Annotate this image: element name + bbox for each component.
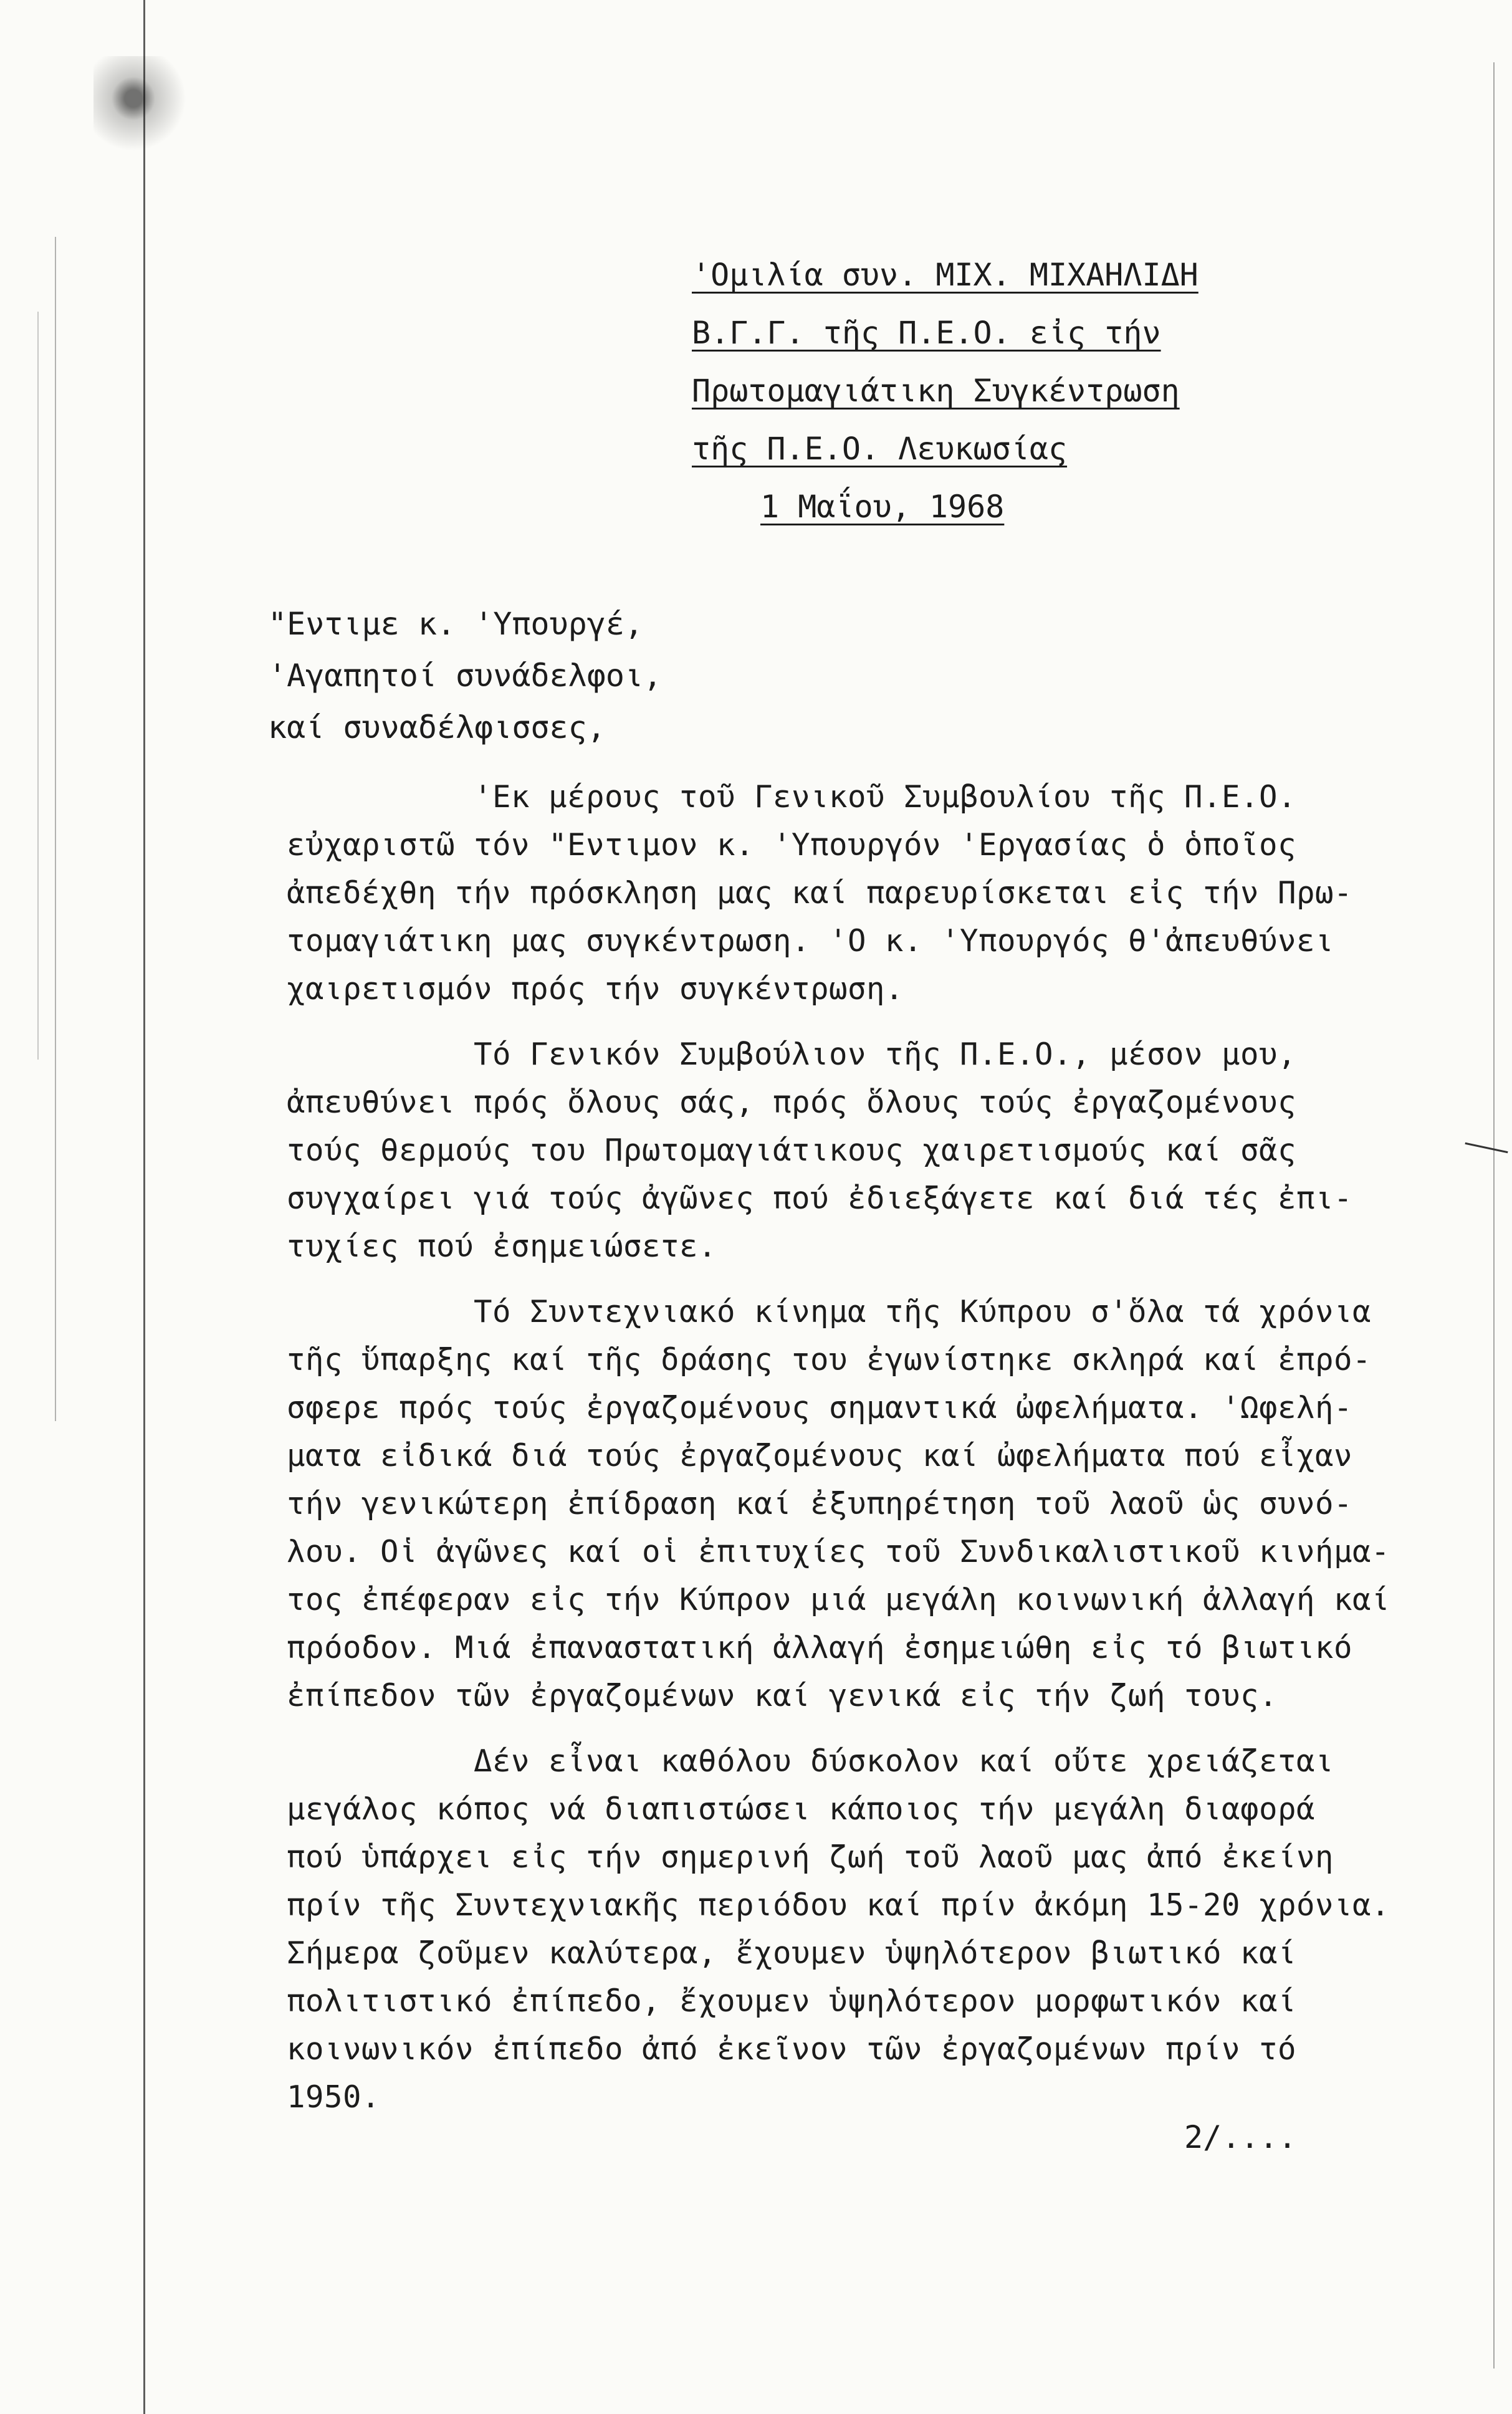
text-line: τος ἐπέφεραν εἰς τήν Κύπρον μιά μεγάλη κοινωνική ἀλλαγή καί	[287, 1582, 1390, 1617]
text-line: πολιτιστικό ἐπίπεδο, ἔχουμεν ὑψηλότερον μορφωτικόν καί	[287, 1983, 1297, 2019]
paragraph	[287, 1737, 1390, 2121]
text-line: πρόοδον. Μιά ἐπαναστατική ἀλλαγή ἐσημειώθη εἰς τό βιωτικό	[287, 1630, 1353, 1665]
page-number: 2/....	[1184, 2119, 1297, 2155]
document-heading	[692, 246, 1199, 536]
paragraph	[287, 773, 1365, 1013]
text-line: συγχαίρει γιά τούς ἀγῶνες πού ἐδιεξάγετε καί διά τές ἐπι-	[287, 1181, 1353, 1216]
text-line: πρίν τῆς Συντεχνιακῆς περιόδου καί πρίν ἀκόμη 15-20 χρόνια.	[287, 1887, 1390, 1923]
text-line: τῆς ὕπαρξης καί τῆς δράσης του ἐγωνίστηκε σκληρά καί ἐπρό-	[287, 1342, 1372, 1377]
text-line: λου. Οἱ ἀγῶνες καί οἱ ἐπιτυχίες τοῦ Συνδικαλιστικοῦ κινήμα-	[287, 1534, 1390, 1569]
speech-body	[287, 773, 1390, 2139]
text-line: τομαγιάτικη μας συγκέντρωση. 'Ο κ. 'Υπουργός θ'ἀπευθύνει	[287, 923, 1334, 959]
scan-blot	[93, 56, 193, 162]
text-line: τούς θερμούς του Πρωτομαγιάτικους χαιρετισμούς καί σᾶς	[287, 1133, 1297, 1168]
salutation-line: "Εντιμε κ. 'Υπουργέ,	[268, 606, 644, 642]
text-line: ἐπίπεδον τῶν ἐργαζομένων καί γενικά εἰς τήν ζωή τους.	[287, 1678, 1278, 1713]
heading-line: 'Ομιλία συν. ΜΙΧ. ΜΙΧΑΗΛΙΔΗ	[692, 257, 1199, 293]
salutation	[268, 598, 662, 754]
heading-date: 1 Μαΐου, 1968	[760, 489, 1005, 525]
text-line: χαιρετισμόν πρός τήν συγκέντρωση.	[287, 971, 904, 1007]
text-line: Δέν εἶναι καθόλου δύσκολον καί οὔτε χρειάζεται	[474, 1743, 1334, 1779]
text-line: ἀπεδέχθη τήν πρόσκληση μας καί παρευρίσκεται εἰς τήν Πρω-	[287, 875, 1353, 911]
text-line: τήν γενικώτερη ἐπίδραση καί ἐξυπηρέτηση τοῦ λαοῦ ὡς συνό-	[287, 1486, 1353, 1521]
text-line: Τό Γενικόν Συμβούλιον τῆς Π.Ε.Ο., μέσον μου,	[474, 1037, 1297, 1072]
heading-line: Β.Γ.Γ. τῆς Π.Ε.Ο. εἰς τήν	[692, 315, 1161, 351]
text-line: Τό Συντεχνιακό κίνημα τῆς Κύπρου σ'ὅλα τά χρόνια	[474, 1294, 1372, 1329]
scan-margin-line	[143, 0, 145, 2414]
text-line: μεγάλος κόπος νά διαπιστώσει κάποιος τήν μεγάλη διαφορά	[287, 1791, 1316, 1827]
salutation-line: 'Αγαπητοί συνάδελφοι,	[268, 658, 663, 694]
text-line: πού ὑπάρχει εἰς τήν σημερινή ζωή τοῦ λαοῦ μας ἀπό ἐκείνη	[287, 1839, 1334, 1875]
text-line: τυχίες πού ἐσημειώσετε.	[287, 1229, 717, 1264]
text-line: ἀπευθύνει πρός ὅλους σάς, πρός ὅλους τούς ἐργαζομένους	[287, 1085, 1297, 1120]
scan-margin-line	[37, 312, 39, 1060]
text-line: κοινωνικόν ἐπίπεδο ἀπό ἐκεῖνον τῶν ἐργαζομένων πρίν τό	[287, 2031, 1297, 2067]
text-line: σφερε πρός τούς ἐργαζομένους σημαντικά ὠφελήματα. 'Ωφελή-	[287, 1390, 1353, 1425]
scan-margin-line	[1493, 62, 1495, 2368]
text-line: 'Εκ μέρους τοῦ Γενικοῦ Συμβουλίου τῆς Π.Ε.Ο.	[474, 779, 1297, 815]
text-line: εὐχαριστῶ τόν "Εντιμον κ. 'Υπουργόν 'Εργασίας ὁ ὁποῖος	[287, 827, 1297, 863]
text-line: ματα εἰδικά διά τούς ἐργαζομένους καί ὠφελήματα πού εἶχαν	[287, 1438, 1353, 1473]
heading-line: τῆς Π.Ε.Ο. Λευκωσίας	[692, 431, 1068, 467]
heading-line: Πρωτομαγιάτικη Συγκέντρωση	[692, 373, 1180, 409]
paragraph	[287, 1030, 1365, 1270]
scan-margin-line	[55, 237, 56, 1421]
text-line: 1950.	[287, 2079, 381, 2115]
scan-mark	[1465, 1142, 1508, 1153]
text-line: Σήμερα ζοῦμεν καλύτερα, ἔχουμεν ὑψηλότερον βιωτικό καί	[287, 1935, 1297, 1971]
salutation-line: καί συναδέλφισσες,	[268, 709, 606, 745]
paragraph	[287, 1288, 1390, 1720]
